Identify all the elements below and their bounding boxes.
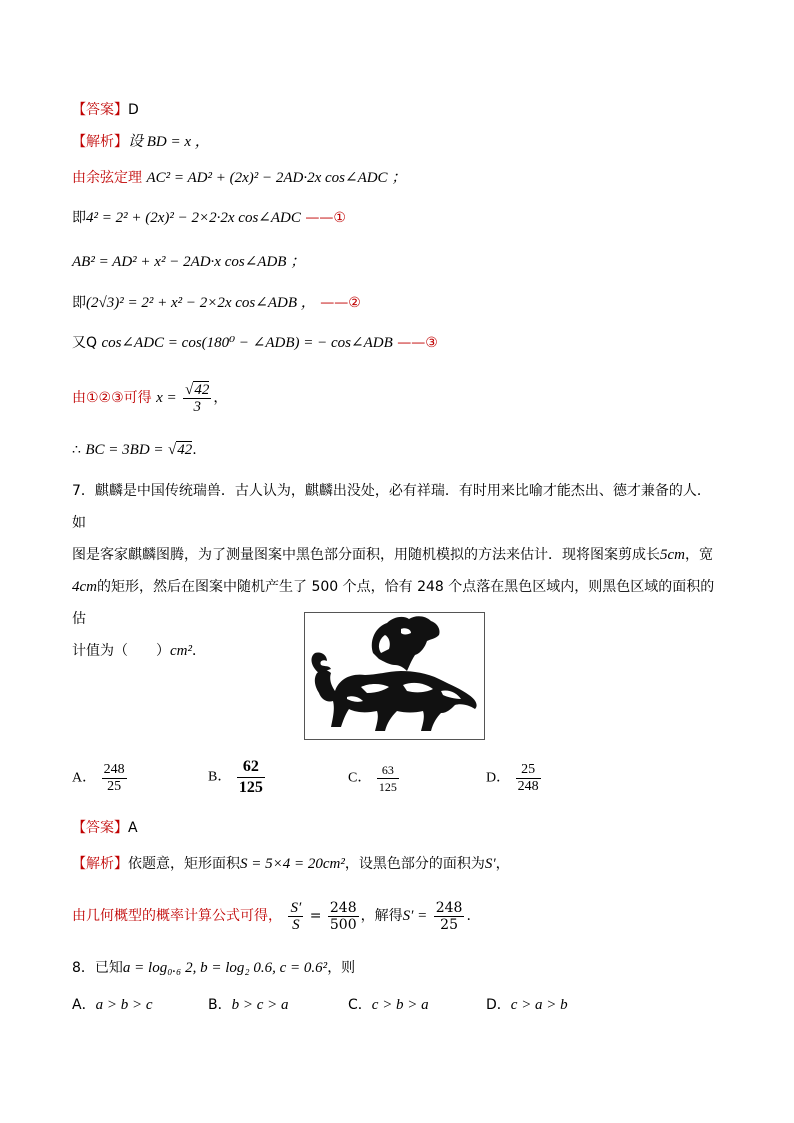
step7-fraction: $\frac{√42}{3}$ bbox=[185, 381, 210, 415]
step4-line bbox=[72, 252, 305, 272]
step6-line bbox=[72, 333, 438, 353]
analysis-tag-q7: 【解析】 bbox=[72, 856, 128, 872]
therefore-symbol: ∴ bbox=[72, 442, 81, 458]
question-8-text: 8．已知a = log₀.₆ 2, b = log₂ 0.6, c = 0.6²，则 bbox=[72, 960, 356, 976]
step8-line: ∴ BC = 3BD = √42. bbox=[72, 442, 197, 458]
step2-line bbox=[72, 168, 406, 188]
answer-line-q6 bbox=[72, 100, 139, 120]
q7-option-d[interactable]: D． $\frac{25}{248}$ bbox=[486, 762, 539, 794]
step5-formula: (2√3)² = 2² + x² − 2×2x cos∠ADB ， bbox=[86, 295, 316, 311]
answer-value: D bbox=[128, 102, 139, 118]
step6-formula: cos∠ADC = cos(180⁰ − ∠ADB) = − cos∠ADB bbox=[101, 335, 393, 351]
option-a-den: 25 bbox=[107, 779, 122, 794]
q7-line2: 图是客家麒麟图腾，为了测量图案中黑色部分面积，用随机模拟的方法来估计．现将图案剪成长5cm，宽 bbox=[72, 547, 713, 563]
step7-numerator: 42 bbox=[194, 381, 210, 398]
step5-prefix: 即 bbox=[72, 295, 86, 311]
option-c-num: 63 bbox=[377, 762, 399, 779]
step3-formula: 4² = 2² + (2x)² − 2×2·2x cos∠ADC bbox=[86, 210, 301, 226]
step7-suffix: ， bbox=[213, 390, 228, 406]
step7-lhs: x = bbox=[156, 390, 177, 406]
step4-formula: AB² = AD² + x² − 2AD·x cos∠ADB ； bbox=[72, 254, 306, 270]
step2-formula: AC² = AD² + (2x)² − 2AD·2x cos∠ADC ； bbox=[146, 170, 407, 186]
q7-option-a[interactable]: A． $\frac{248}{25}$ bbox=[72, 762, 125, 794]
rect-area-formula: S = 5×4 = 20cm² bbox=[240, 856, 345, 872]
q8-option-b[interactable]: B．b > c > a bbox=[208, 997, 289, 1013]
analysis-line-q7: 【解析】依题意，矩形面积S = 5×4 = 20cm²，设黑色部分的面积为S′， bbox=[72, 856, 510, 872]
q7-option-c[interactable]: C． $\frac{63}{125}$ bbox=[348, 763, 397, 794]
step5-tag: ——② bbox=[320, 295, 361, 311]
option-c-den: 125 bbox=[378, 780, 397, 794]
analysis-tag: 【解析】 bbox=[72, 134, 128, 150]
q8-option-c[interactable]: C．c > b > a bbox=[348, 997, 429, 1013]
step6-prefix: 又Q bbox=[72, 335, 98, 351]
step3-tag: ——① bbox=[305, 210, 346, 226]
option-a-num: 248 bbox=[103, 762, 125, 777]
option-b-den: 125 bbox=[238, 779, 263, 796]
option-d-den: 248 bbox=[517, 779, 539, 794]
qilin-figure bbox=[304, 612, 485, 740]
q8-option-a[interactable]: A．a > b > c bbox=[72, 997, 153, 1013]
answer-tag: 【答案】 bbox=[72, 102, 128, 118]
probability-line: 由几何概型的概率计算公式可得， $\frac{S'}{S}$ = $\frac{248}{500}$ ，解得S′ = $\frac{248}{25}$ . bbox=[72, 899, 471, 933]
qilin-silhouette bbox=[305, 613, 484, 739]
option-d-num: 25 bbox=[516, 762, 541, 779]
q8-option-d[interactable]: D．c > a > b bbox=[486, 997, 568, 1013]
step5-line bbox=[72, 293, 361, 313]
step3-prefix: 即 bbox=[72, 210, 86, 226]
answer-tag-q7: 【答案】 bbox=[72, 820, 128, 836]
step7-line bbox=[72, 378, 227, 418]
q8-formula: a = log₀.₆ 2, b = log₂ 0.6, c = 0.6² bbox=[122, 960, 328, 976]
option-b-num: 62 bbox=[237, 757, 265, 778]
step8-formula: BC = 3BD = bbox=[85, 442, 164, 458]
step6-tag: ——③ bbox=[397, 335, 438, 351]
q7-line3: 4cm的矩形，然后在图案中随机产生了 500 个点，恰有 248 个点落在黑色区域内，则黑色区域的面积的估 bbox=[72, 579, 715, 627]
q7-line1: 7．麒麟是中国传统瑞兽．古人认为，麒麟出没处，必有祥瑞．有时用来比喻才能杰出、德才兼备的人．如 bbox=[72, 483, 711, 531]
step8-sqrt: 42 bbox=[177, 442, 193, 458]
q7-line4: 计值为（ ）cm²． bbox=[72, 643, 206, 659]
q7-option-b[interactable]: B． $\frac{62}{125}$ bbox=[208, 758, 263, 796]
step8-suffix: . bbox=[192, 442, 197, 458]
answer-line-q7 bbox=[72, 818, 138, 838]
step2-prefix: 由余弦定理 bbox=[72, 170, 142, 186]
step7-prefix: 由①②③可得 bbox=[72, 390, 152, 406]
analysis-line-q6 bbox=[72, 132, 210, 152]
step7-denominator: 3 bbox=[193, 398, 201, 415]
step1-text: 设 BD = x ， bbox=[128, 134, 210, 150]
answer-value-q7: A bbox=[128, 820, 138, 836]
step3-line bbox=[72, 208, 346, 228]
